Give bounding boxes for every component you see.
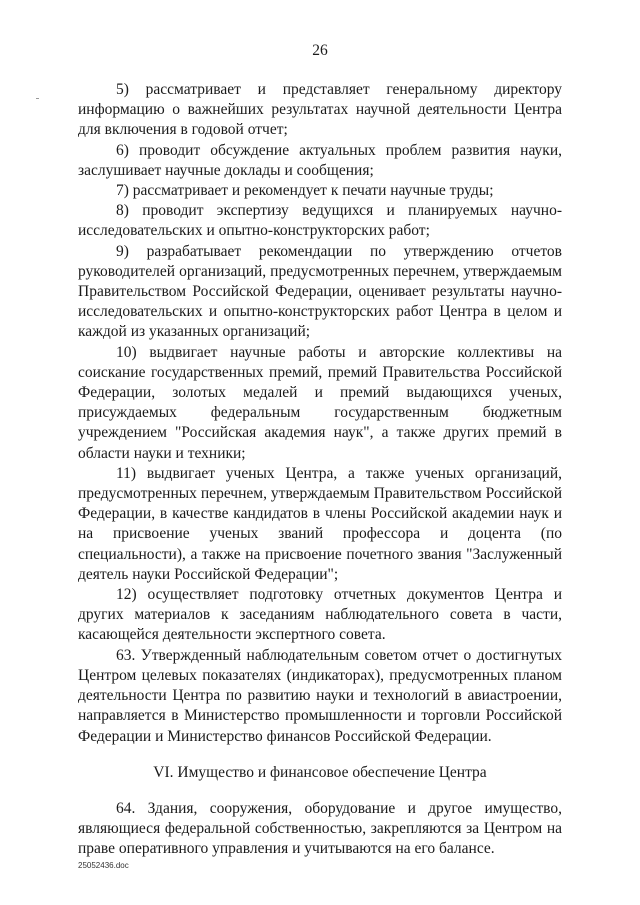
footer-filename: 25052436.doc (78, 861, 129, 870)
paragraph-item-9: 9) разрабатывает рекомендации по утверждению отчетов руководителей организаций, предусмотренных перечнем, утверждаемым Правительством Российской Федерации, оценивает результаты научно-исследовательских и опытно-конструкторских работ Центра в целом и каждой из указанных организаций; (78, 242, 562, 341)
paragraph-item-7: 7) рассматривает и рекомендует к печати научные труды; (116, 182, 494, 200)
paragraph-item-10: 10) выдвигает научные работы и авторские коллективы на соискание государственных премий, премий Правительства Российской Федерации, золотых медалей и премий выдающихся ученых, присуждаемых федеральным государственным бюджетным учреждением "Российская академия наук", а также других премий в области науки и техники; (78, 343, 562, 462)
paragraph-item-12: 12) осуществляет подготовку отчетных документов Центра и других материалов к заседаниям наблюдательного совета в части, касающейся деятельности экспертного совета. (78, 586, 562, 644)
paragraph-item-11: 11) выдвигает ученых Центра, а также ученых организаций, предусмотренных перечнем, утверждаемым Правительством Российской Федерации, в качестве кандидатов в члены Российской академии наук и на присвоение ученых званий профессора и доцента (по специальности), а также на присвоение почетного звания "Заслуженный деятель науки Российской Федерации"; (78, 464, 562, 583)
margin-mark (36, 98, 39, 99)
paragraph-item-8: 8) проводит экспертизу ведущихся и планируемых научно-исследовательских и опытно-конструкторских работ; (78, 202, 562, 240)
paragraph-item-5: 5) рассматривает и представляет генеральному директору информацию о важнейших результатах научной деятельности Центра для включения в годовой отчет; (78, 81, 562, 139)
paragraph-64: 64. Здания, сооружения, оборудование и другое имущество, являющиеся федеральной собственностью, закрепляются за Центром на праве оперативного управления и учитываются на его балансе. (78, 799, 562, 858)
page-number: 26 (312, 42, 328, 59)
paragraph-63: 63. Утвержденный наблюдательным советом отчет о достигнутых Центром целевых показателях (индикаторах), предусмотренных планом деятельности Центра по развитию науки и технологий в авиастроении, направляется в Министерство промышленности и торговли Российской Федерации и Министерство финансов Российской Федерации. (78, 646, 562, 745)
document-body (78, 80, 562, 860)
section-heading: VI. Имущество и финансовое обеспечение Центра (153, 763, 487, 781)
paragraph-item-6: 6) проводит обсуждение актуальных проблем развития науки, заслушивает научные доклады и сообщения; (78, 141, 562, 179)
